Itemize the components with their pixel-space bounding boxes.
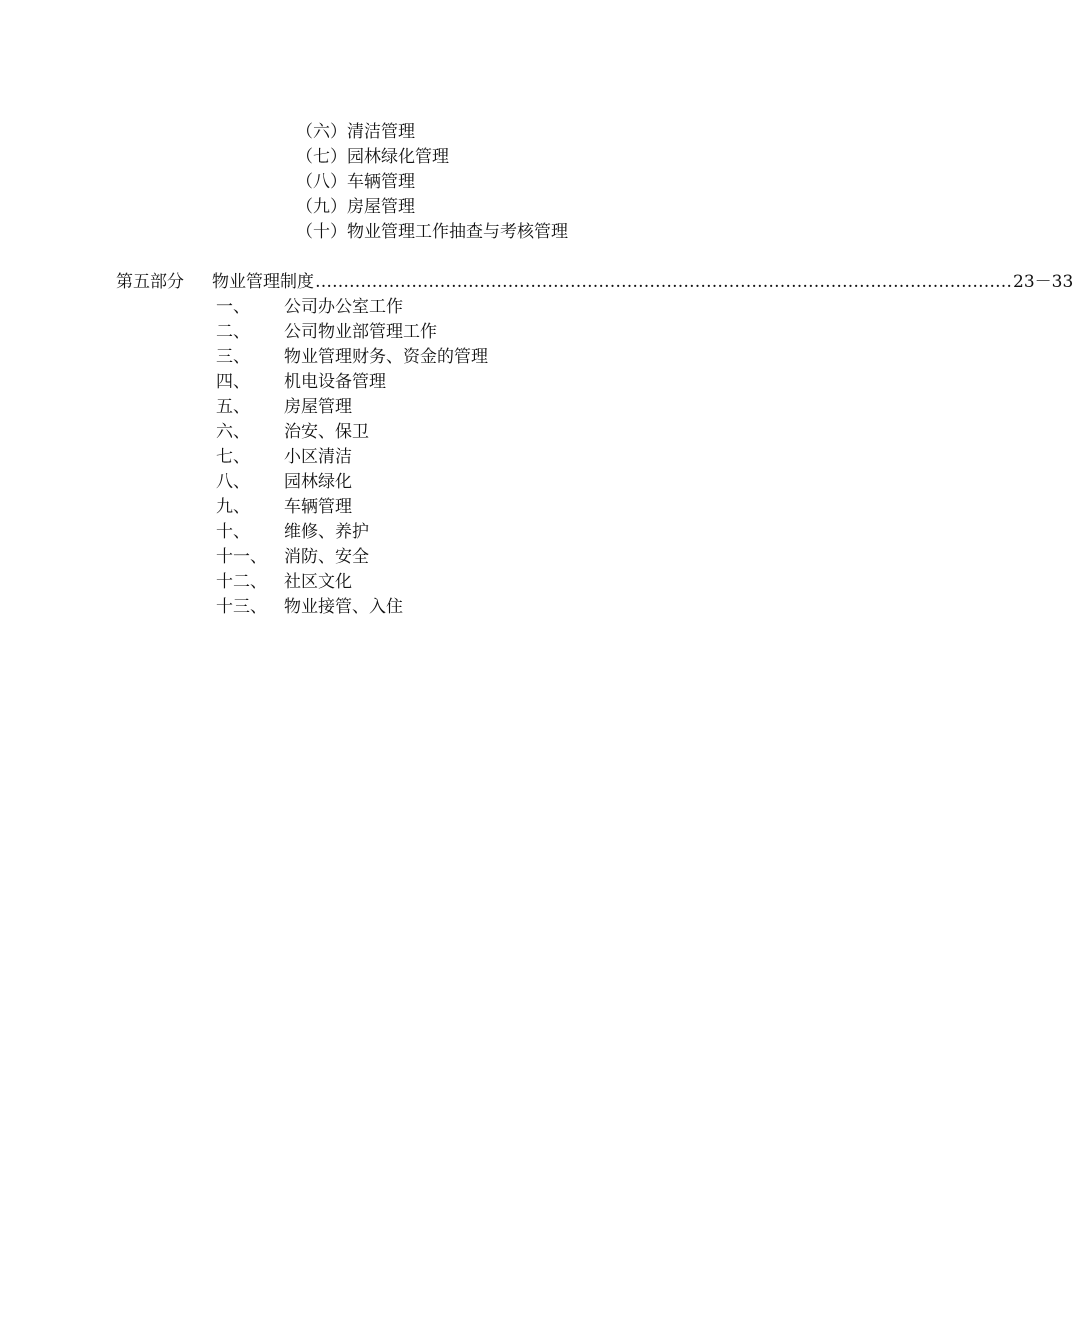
toc-item-list <box>216 295 488 620</box>
toc-item <box>216 345 488 370</box>
toc-sub-item: （八）车辆管理 <box>296 172 415 192</box>
item-number: 四、 <box>216 372 250 392</box>
toc-sub-item: （九）房屋管理 <box>296 197 415 217</box>
toc-item <box>216 395 488 420</box>
toc-sub-list <box>296 120 568 245</box>
toc-item <box>216 370 488 395</box>
item-text: 治安、保卫 <box>284 422 369 442</box>
item-text: 小区清洁 <box>284 447 352 467</box>
item-number: 九、 <box>216 497 250 517</box>
item-number: 三、 <box>216 347 250 367</box>
item-number: 八、 <box>216 472 250 492</box>
item-number: 十二、 <box>216 572 267 592</box>
item-number: 二、 <box>216 322 250 342</box>
item-text: 车辆管理 <box>284 497 352 517</box>
item-text: 维修、养护 <box>284 522 369 542</box>
item-text: 园林绿化 <box>284 472 352 492</box>
item-text: 公司办公室工作 <box>284 297 403 317</box>
item-number: 十一、 <box>216 547 267 567</box>
item-number: 五、 <box>216 397 250 417</box>
toc-item <box>216 295 488 320</box>
toc-item <box>216 445 488 470</box>
toc-item <box>216 520 488 545</box>
item-text: 机电设备管理 <box>284 372 386 392</box>
toc-item <box>216 420 488 445</box>
section-title: 物业管理制度 <box>212 272 314 292</box>
toc-item <box>216 495 488 520</box>
item-text: 社区文化 <box>284 572 352 592</box>
item-text: 房屋管理 <box>284 397 352 417</box>
item-text: 物业接管、入住 <box>284 597 403 617</box>
item-number: 七、 <box>216 447 250 467</box>
item-number: 六、 <box>216 422 250 442</box>
toc-sub-item: （六）清洁管理 <box>296 122 415 142</box>
toc-sub-item: （十）物业管理工作抽查与考核管理 <box>296 222 568 242</box>
toc-item <box>216 545 488 570</box>
toc-item <box>216 595 488 620</box>
item-number: 一、 <box>216 297 250 317</box>
toc-item <box>216 570 488 595</box>
item-text: 公司物业部管理工作 <box>284 322 437 342</box>
item-text: 物业管理财务、资金的管理 <box>284 347 488 367</box>
section-part-label: 第五部分 <box>116 272 184 292</box>
toc-item <box>216 470 488 495</box>
section-page-range: 23－33 <box>1013 272 1073 292</box>
item-text: 消防、安全 <box>284 547 369 567</box>
item-number: 十三、 <box>216 597 267 617</box>
toc-sub-item: （七）园林绿化管理 <box>296 147 449 167</box>
item-number: 十、 <box>216 522 250 542</box>
toc-item <box>216 320 488 345</box>
toc-section-heading <box>116 270 1073 295</box>
dot-leader: …………………………………………………………………………………………………………… <box>315 272 1012 292</box>
